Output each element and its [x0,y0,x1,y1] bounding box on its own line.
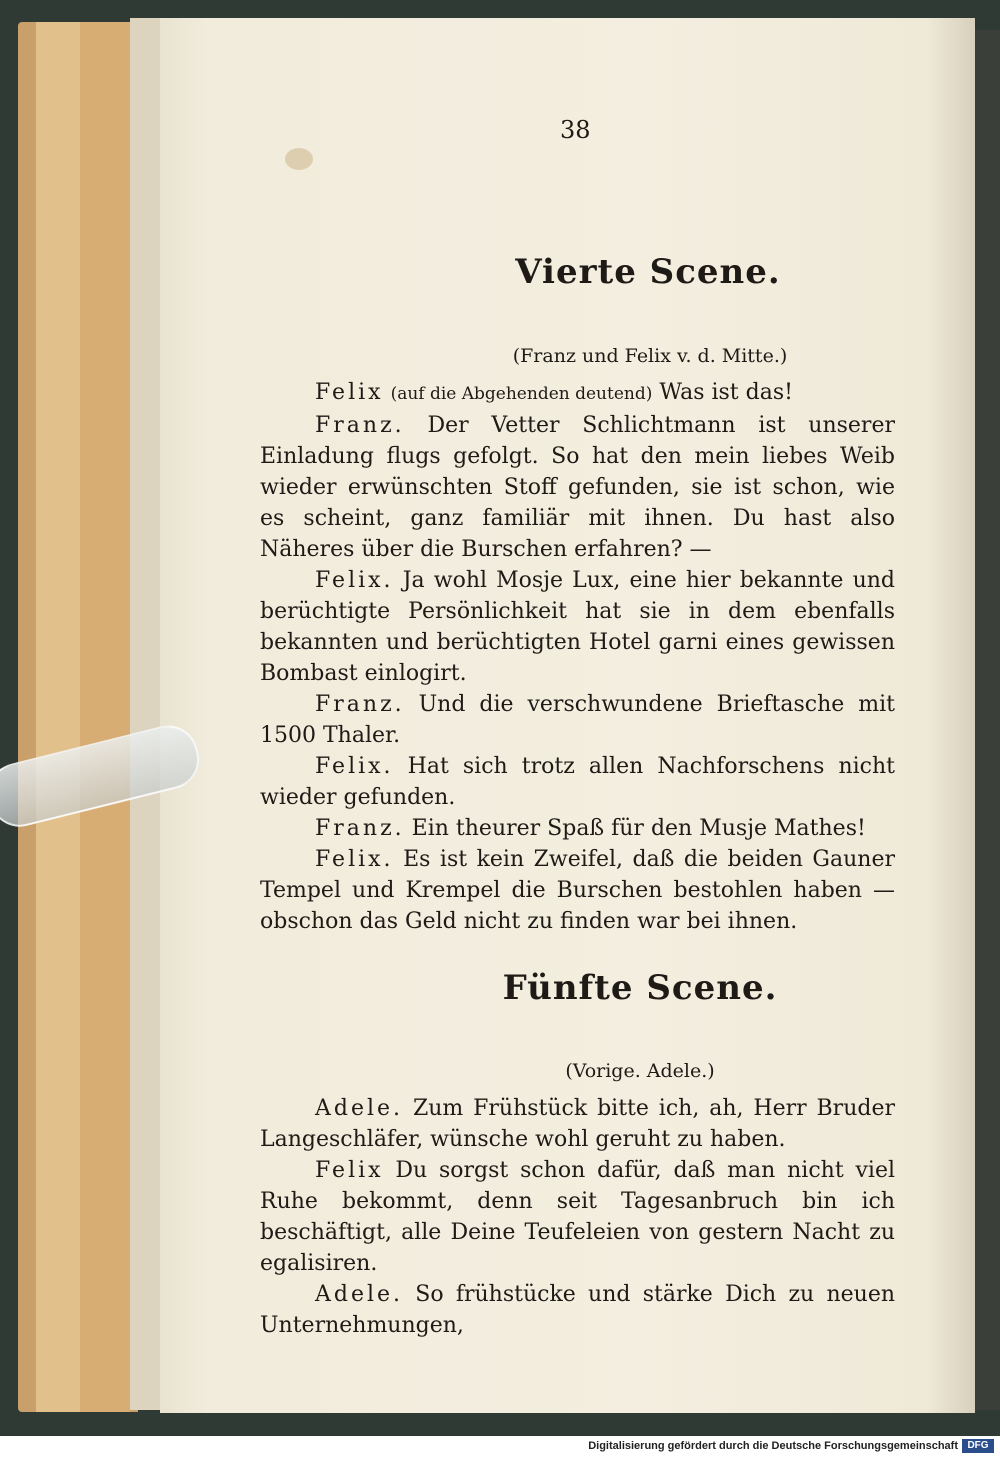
speaker-name: Adele. [315,1282,404,1307]
page-stack [130,18,161,1410]
scene-5-title: Fünfte Scene. [502,968,778,1008]
dialogue-text: Zum Frühstück bitte ich, ah, Herr Bruder Langeschläfer, wünsche wohl geruht zu haben. [260,1096,895,1152]
dialogue-line [260,844,895,937]
dialogue-text: Ein theurer Spaß für den Musje Mathes! [411,816,866,841]
speaker-name: Franz. [315,816,405,841]
speaker-name: Felix [315,1158,384,1183]
scene-4-dialogue [260,377,895,937]
page-number: 38 [560,116,591,144]
speaker-name: Felix. [315,847,394,872]
scene-5-stage-direction: (Vorige. Adele.) [565,1060,715,1082]
dialogue-text: Ja wohl Mosje Lux, eine hier bekannte und berüchtigte Persönlichkeit hat sie in dem ebenfalls bekannten und berüchtigten Hotel garni eines gewissen Bombast einlogirt. [260,568,895,686]
dialogue-text: Es ist kein Zweifel, daß die beiden Gauner Tempel und Krempel die Burschen bestohlen haben — obschon das Geld nicht zu finden war bei ihnen. [260,847,895,934]
dialogue-line [260,1155,895,1279]
funding-notice: Digitalisierung gefördert durch die Deutsche Forschungsgemeinschaft [588,1440,958,1452]
dialogue-line [260,1093,895,1155]
scan-right-edge [975,30,1000,1410]
dialogue-line [260,565,895,689]
dialogue-line [260,751,895,813]
dialogue-text: Hat sich trotz allen Nachforschens nicht wieder gefunden. [260,754,895,810]
scene-4-stage-direction: (Franz und Felix v. d. Mitte.) [512,345,788,367]
stage-direction: (auf die Abgehenden deutend) [390,384,653,404]
dialogue-line [260,813,895,844]
dialogue-text: So frühstücke und stärke Dich zu neuen Unternehmungen, [260,1282,896,1338]
dialogue-line [260,689,895,751]
book-cover-edge-mid [80,22,130,1412]
speaker-name: Felix. [315,568,394,593]
speaker-name: Franz. [315,692,405,717]
dialogue-text: Was ist das! [659,380,793,405]
speaker-name: Adele. [315,1096,404,1121]
dialogue-text: Der Vetter Schlichtmann ist unserer Einladung flugs gefolgt. So hat den mein liebes Weib wieder erwünschten Stoff gefunden, sie ist schon, wie es scheint, ganz familiär mit ihnen. Du hast also Näheres über die Burschen erfahren? — [260,413,895,562]
scene-5-dialogue [260,1093,895,1341]
speaker-name: Franz. [315,413,405,438]
speaker-name: Felix [315,380,384,405]
book-cover-edge-light [36,22,80,1412]
speaker-name: Felix. [315,754,394,779]
dialogue-line [260,1279,895,1341]
dialogue-line [260,410,895,565]
scene-4-title: Vierte Scene. [515,252,781,292]
dfg-logo: DFG [962,1439,994,1453]
dialogue-line [260,377,895,410]
paper-stain [285,148,313,170]
dialogue-text: Und die verschwundene Brieftasche mit 1500 Thaler. [260,692,895,748]
dialogue-text: Du sorgst schon dafür, daß man nicht viel Ruhe bekommt, denn seit Tagesanbruch bin ich beschäftigt, alle Deine Teufeleien von gestern Nacht zu egalisiren. [260,1158,895,1276]
